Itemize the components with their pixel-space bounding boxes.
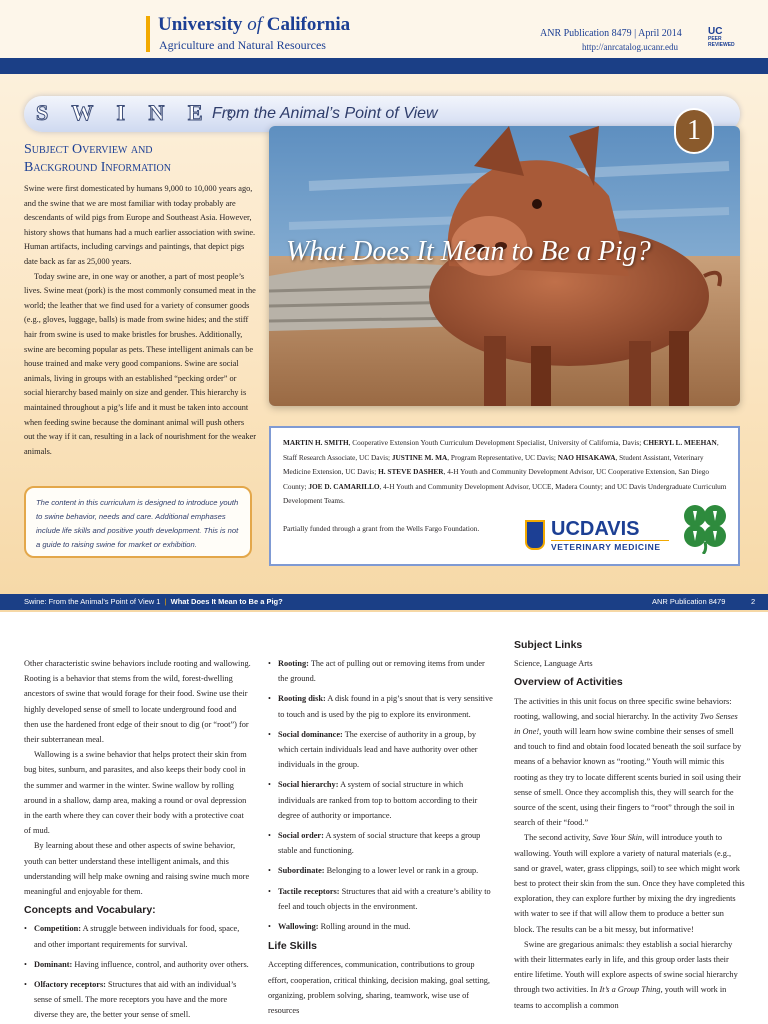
list-item: • Olfactory receptors: Structures that aid with an individual’s sense of smell. The more receptors you have and the more diverse they are, the better your sense of smell. bbox=[24, 977, 252, 1023]
page2-column-3 bbox=[514, 638, 746, 1013]
ucdavis-vetmed-logo: UCDAVIS VETERINARY MEDICINE bbox=[525, 520, 670, 554]
list-item: • Social dominance: The exercise of authority in a group, by which certain individuals lead and have authority over other individuals in the group. bbox=[268, 727, 496, 773]
overview-paragraph-3: Swine are gregarious animals: they establish a social hierarchy with their littermates early in life, and this group order lasts their entire lifetime. Youth will explore aspects of swine social hierarchy through two activities. In It’s a Group Thing, youth will work in teams to accomplish a common bbox=[514, 939, 738, 1010]
overview-heading: Overview of Activities bbox=[514, 676, 623, 689]
page-number: 2 bbox=[751, 597, 756, 606]
list-item: • Dominant: Having influence, control, and authority over others. bbox=[24, 957, 252, 972]
life-skills-heading: Life Skills bbox=[268, 940, 318, 953]
4h-clover-icon bbox=[681, 502, 729, 554]
background-text: Swine were first domesticated by humans 9,000 to 10,000 years ago, and the swine that we are most familiar with today probably are descendants of wild pigs from Europe and Southeast Asia. However, history shows that humans had a much earlier association with swine. Human artifacts, including carvings and paintings, that depict pigs date back as far as 25,000 years. Today swine are, in one way or another, a part of most people’s lives. Swine meat (pork) is the most commonly consumed meat in the world; the leather that we find used for a variety of consumer goods (e.g., gloves, luggage, balls) is made from swine hides; and the stiff hair from swine is used to make bristles for brushes. Additionally, swine are becoming popular as pets. These intelligent animals can be house trained and make very good companions. Swine are social animals, living in groups with an established “pecking order” or social hierarchy based mainly on size and gender. This hierarchy is maintained throughout a pig’s life and it must be taken into account when feeding swine because the dominant animal will push others out the way if it can, resulting in a lack of nourishment for the weaker animals. bbox=[24, 184, 257, 456]
unit-number-badge: 1 bbox=[674, 108, 714, 154]
list-item: • Social order: A system of social structure that keeps a group stable and functioning. bbox=[268, 828, 496, 858]
uc-logo-bar bbox=[146, 16, 150, 52]
subject-links-heading: Subject Links bbox=[514, 639, 583, 651]
division-name: Agriculture and Natural Resources bbox=[159, 38, 326, 52]
vocabulary-list bbox=[24, 921, 252, 1022]
page2-column-2 bbox=[268, 656, 496, 1018]
life-skills-text: Accepting differences, communication, contributions to group effort, cooperation, critical thinking, decision making, goal setting, organizing, problem solving, sharing, teamwork, wise use of resources bbox=[268, 960, 490, 1016]
series-title: S W I N E : bbox=[36, 100, 243, 125]
list-item: • Subordinate: Belonging to a lower level or rank in a group. bbox=[268, 863, 496, 878]
curriculum-note: The content in this curriculum is designed to introduce youth to swine behavior, needs and care. Additional emphases include life skills and positive youth development. This is not a guide to raising swine for market or exhibition. bbox=[24, 486, 252, 558]
list-item: • Social hierarchy: A system of social structure in which individuals are ranked from top to bottom according to their degree of authority or importance. bbox=[268, 777, 496, 823]
page2-running-header: Swine: From the Animal’s Point of View 1 | What Does It Mean to Be a Pig? ANR Publication 8479 2 bbox=[0, 594, 768, 610]
author-credits-box bbox=[269, 426, 740, 566]
catalog-url[interactable]: http://anrcatalog.ucanr.edu bbox=[582, 42, 678, 52]
section-heading: Subject Overview and Background Information bbox=[24, 142, 171, 175]
vocabulary-heading: Concepts and Vocabulary: bbox=[24, 904, 156, 917]
funding-note: Partially funded through a grant from the Wells Fargo Foundation. bbox=[283, 524, 480, 533]
ucdavis-shield-icon bbox=[525, 520, 545, 550]
list-item: • Competition: A struggle between individuals for food, space, and other important requirements for survival. bbox=[24, 921, 252, 951]
vocabulary-list-continued bbox=[268, 656, 496, 934]
university-name: University of California bbox=[158, 14, 351, 35]
publication-info: ANR Publication 8479 | April 2014 bbox=[540, 28, 682, 39]
list-item: • Wallowing: Rolling around in the mud. bbox=[268, 919, 496, 934]
header-band bbox=[0, 58, 768, 74]
peer-reviewed-badge: UC PEER REVIEWED bbox=[708, 26, 735, 48]
uc-anr-header bbox=[0, 0, 768, 58]
overview-paragraph-2: The second activity, Save Your Skin, will introduce youth to wallowing. Youth will explore a variety of natural materials (e.g., sand or gravel, water, grass clippings, soil) to see which might work best to protect their skin from the sun. Once they have completed this exploration, they can explore further by mixing the dry ingredients with water to see if that will allow them to produce a better sun block. The results can be a bit messy, but informative! bbox=[514, 833, 745, 934]
overview-paragraph-1: The activities in this unit focus on three specific swine behaviors: rooting, wallowing, and social hierarchy. In the activity Two Senses in One!, youth will learn how swine combine their senses of smell and touch to find and obtain food located beneath the soil surface by means of a behavior known as “rooting.” Youth will mimic this rooting as they try to locate different scents buried in soil using their sense of smell. Once they accomplish this, they will search for the source of the scent, using their fingers to “root” through the soil in search of their “food.” bbox=[514, 696, 742, 828]
list-item: • Tactile receptors: Structures that aid with a creature’s ability to feel and touch objects in the environment. bbox=[268, 884, 496, 914]
author-list: MARTIN H. SMITH, Cooperative Extension Youth Curriculum Development Specialist, University of California, Davis; CHERYL L. MEEHAN, Staff Research Associate, UC Davis; JUSTINE M. MA, Program Representative, UC Davis; NAO HISAKAWA, Student Assistant, Veterinary Medicine Extension, UC Davis; H. STEVE DASHER, 4-H Youth and Community Development Advisor, UC Cooperative Extension, San Diego County; JOE D. CAMARILLO, 4-H Youth and Community Development Advisor, UCCE, Madera County; and UC Davis Undergraduate Curriculum Development Teams. bbox=[283, 438, 727, 505]
list-item: • Rooting: The act of pulling out or removing items from under the ground. bbox=[268, 656, 496, 686]
subject-links-text: Science, Language Arts bbox=[514, 659, 593, 669]
list-item: • Rooting disk: A disk found in a pig’s snout that is very sensitive to touch and is used by the pig to explore its environment. bbox=[268, 691, 496, 721]
unit-title: What Does It Mean to Be a Pig? bbox=[286, 236, 651, 267]
series-subtitle: From the Animal’s Point of View bbox=[212, 105, 438, 122]
page2-column-1: Other characteristic swine behaviors include rooting and wallowing. Rooting is a behavior that stems from the wild, forest-dwelling ancestors of swine that would forage for their food. Swine use their highly developed sense of smell to locate underground food and then use the hardened front edge of their snout to dig (or “root”) for their subterranean meal. Wallowing is a swine behavior that helps protect their skin from bug bites, sunburn, and parasites, and also keeps their body cool in the summer and warmer in the winter. Swine wallow by rolling around in a shallow, damp area, making a round or oval depression in the earth where they can cover their body with a protective coat of mud. By learning about these and other aspects of swine behavior, youth can better understand these intelligent animals, and this understanding will help make owning and raising swine much more meaningful and enjoyable for them. Concepts and Vocabulary: • Competition: A struggle between individuals for food, space, and other important requirements for survival. • Dominant: Having influence, control, and authority over others. • Olfactory receptors: Structures that aid with an individual’s sense of smell. The more receptors you have and the more diverse they are, the better your sense of smell. bbox=[24, 656, 252, 1024]
